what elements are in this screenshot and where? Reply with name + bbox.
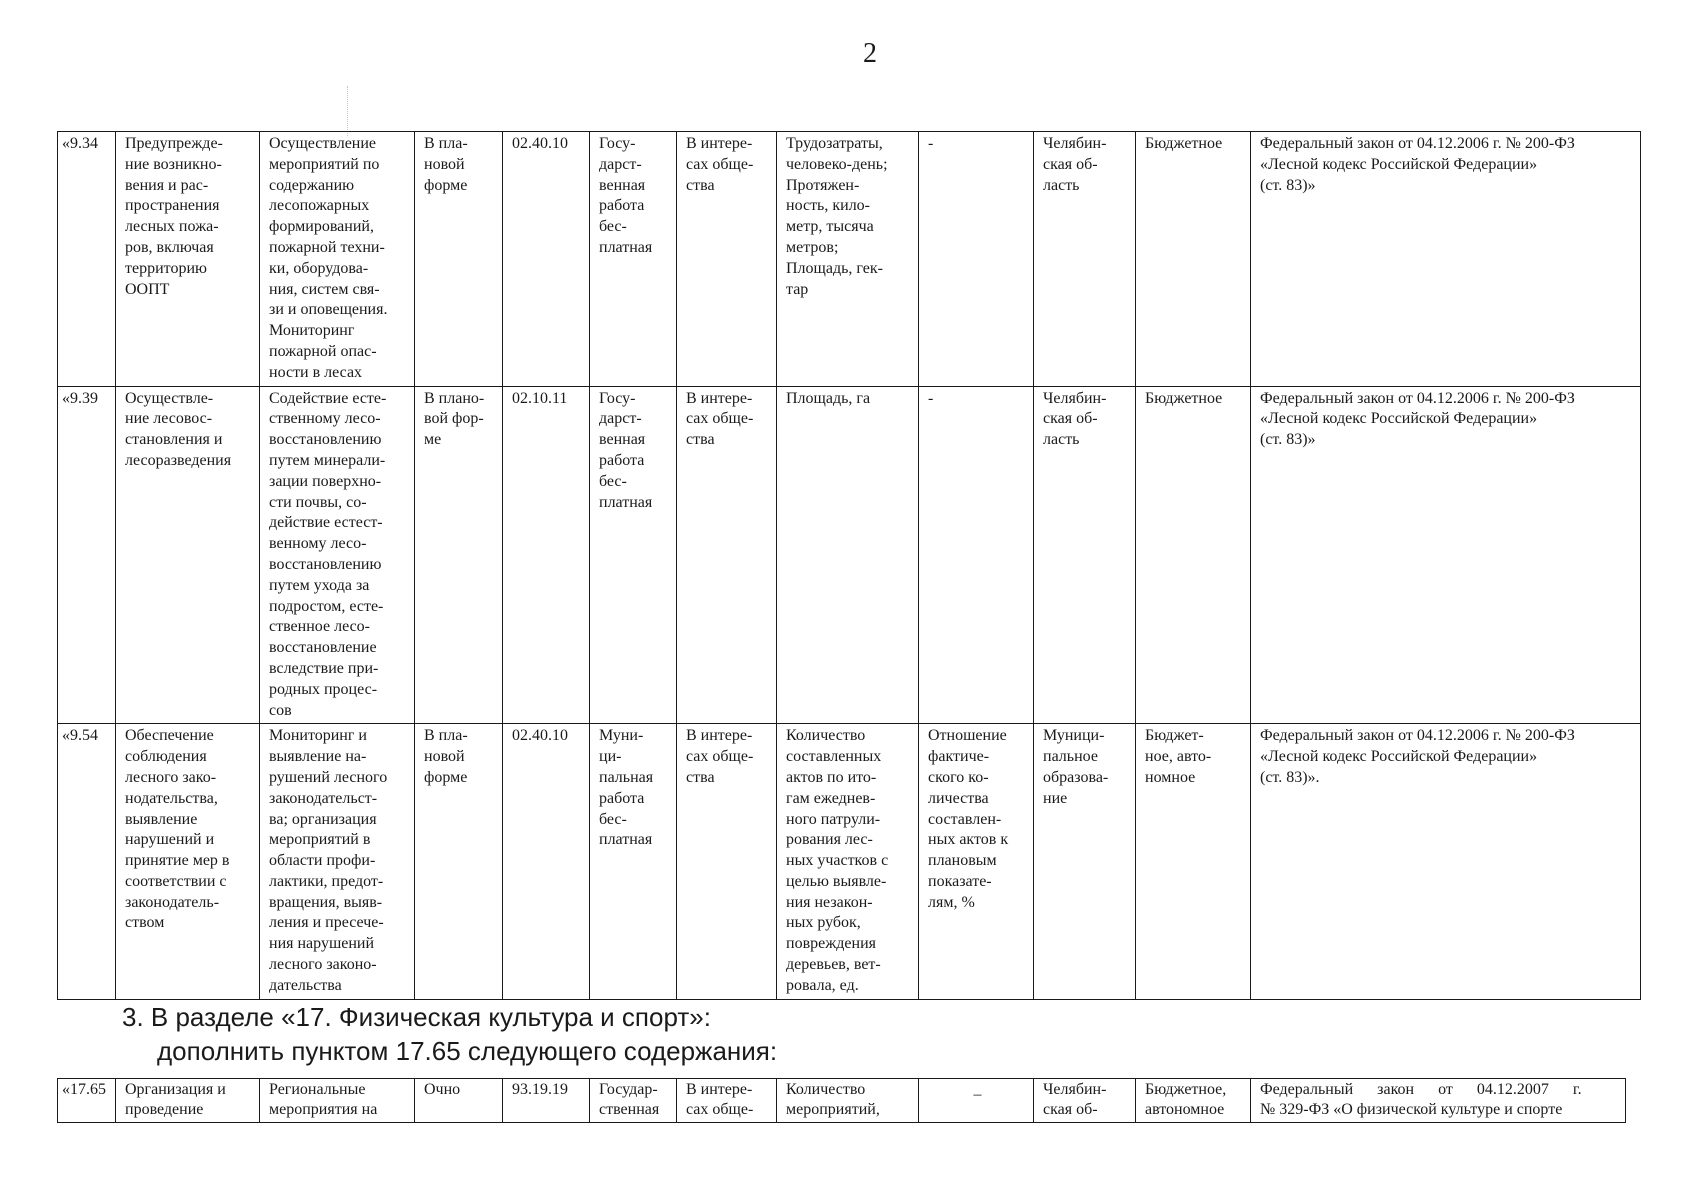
service-form: В пла- новой форме <box>415 132 503 387</box>
row-number: «9.39 <box>58 386 116 724</box>
service-content: Осуществление мероприятий по содержанию лесопожарных формирований, пожарной техни- ки, оборудова- ния, систем свя- зи и оповещения. Мониторинг пожарной опас- ности в лесах <box>260 132 415 387</box>
service-type: Муни- ци- пальная работа бес- платная <box>590 724 677 999</box>
table-row <box>58 386 1641 724</box>
service-form: Очно <box>415 1079 503 1123</box>
legal-basis-line-1: Федеральный закон от 04.12.2007 г. <box>1260 1081 1582 1098</box>
okved-code: 02.40.10 <box>503 724 590 999</box>
volume-indicator: Количество составленных актов по ито- гам ежеднев- ного патрули- рования лес- ных участков с целью выявле- ния незакон- ных рубок, повреждения деревьев, вет- ровала, ед. <box>777 724 919 999</box>
level: Челябин- ская об- ласть <box>1034 386 1136 724</box>
scan-artifact <box>347 86 349 136</box>
service-name: Осуществле- ние лесовос- становления и лесоразведения <box>116 386 260 724</box>
level: Челябин- ская об- <box>1034 1079 1136 1123</box>
volume-indicator: Количество мероприятий, <box>777 1079 919 1123</box>
service-content: Региональные мероприятия на <box>260 1079 415 1123</box>
section-heading-line-2: дополнить пунктом 17.65 следующего содержания: <box>157 1036 778 1066</box>
institution-type: Бюджетное <box>1136 132 1251 387</box>
level: Челябин- ская об- ласть <box>1034 132 1136 387</box>
legal-basis <box>1251 1079 1626 1123</box>
table-row <box>58 724 1641 999</box>
volume-indicator: Трудозатраты, человеко-день; Протяжен- ность, кило- метр, тысяча метров; Площадь, гек- тар <box>777 132 919 387</box>
quality-indicator: - <box>919 132 1034 387</box>
service-type: Госу- дарст- венная работа бес- платная <box>590 386 677 724</box>
legal-basis: Федеральный закон от 04.12.2006 г. № 200-ФЗ «Лесной кодекс Российской Федерации» (ст. 83)». <box>1251 724 1641 999</box>
row-number: «9.54 <box>58 724 116 999</box>
service-type: Госу- дарст- венная работа бес- платная <box>590 132 677 387</box>
row-number: «17.65 <box>58 1079 116 1123</box>
row-number: «9.34 <box>58 132 116 387</box>
service-content: Содействие есте- ственному лесо- восстановлению путем минерали- зации поверхно- сти почвы, со- действие естест- венному лесо- восстановлению путем ухода за подростом, есте- ственное лесо- восстановление вследствие при- родных процес- сов <box>260 386 415 724</box>
institution-type: Бюджет- ное, авто- номное <box>1136 724 1251 999</box>
section-heading <box>122 1000 777 1068</box>
service-consumers: В интере- сах обще- <box>677 1079 777 1123</box>
service-consumers: В интере- сах обще- ства <box>677 386 777 724</box>
section-heading-line-1: 3. В разделе «17. Физическая культура и спорт»: <box>122 1002 711 1032</box>
table-row <box>58 132 1641 387</box>
volume-indicator: Площадь, га <box>777 386 919 724</box>
institution-type: Бюджетное <box>1136 386 1251 724</box>
quality-indicator: - <box>919 386 1034 724</box>
service-consumers: В интере- сах обще- ства <box>677 724 777 999</box>
level: Муници- пальное образова- ние <box>1034 724 1136 999</box>
new-item-table <box>57 1078 1626 1123</box>
service-name: Обеспечение соблюдения лесного зако- нодательства, выявление нарушений и принятие мер в соответствии с законодатель- ством <box>116 724 260 999</box>
institution-type: Бюджетное, автономное <box>1136 1079 1251 1123</box>
service-type: Государ- ственная <box>590 1079 677 1123</box>
service-form: В пла- новой форме <box>415 724 503 999</box>
legal-basis: Федеральный закон от 04.12.2006 г. № 200-ФЗ «Лесной кодекс Российской Федерации» (ст. 83)» <box>1251 386 1641 724</box>
okved-code: 02.10.11 <box>503 386 590 724</box>
okved-code: 93.19.19 <box>503 1079 590 1123</box>
okved-code: 02.40.10 <box>503 132 590 387</box>
service-consumers: В интере- сах обще- ства <box>677 132 777 387</box>
legal-basis: Федеральный закон от 04.12.2006 г. № 200-ФЗ «Лесной кодекс Российской Федерации» (ст. 83)» <box>1251 132 1641 387</box>
quality-indicator: Отношение фактиче- ского ко- личества составлен- ных актов к плановым показате- лям, % <box>919 724 1034 999</box>
service-name: Организация и проведение <box>116 1079 260 1123</box>
table-row <box>58 1079 1626 1123</box>
page-number: 2 <box>863 38 877 69</box>
quality-indicator: – <box>919 1079 1034 1123</box>
legal-basis-line-2: № 329-ФЗ «О физической культуре и спорте <box>1260 1101 1563 1118</box>
service-content: Мониторинг и выявление на- рушений лесного законодательст- ва; организация мероприятий в области профи- лактики, предот- вращения, выяв- ления и пресече- ния нарушений лесного законо- дательства <box>260 724 415 999</box>
services-table <box>57 131 1641 1000</box>
service-name: Предупрежде- ние возникно- вения и рас- пространения лесных пожа- ров, включая территорию ООПТ <box>116 132 260 387</box>
service-form: В плано- вой фор- ме <box>415 386 503 724</box>
